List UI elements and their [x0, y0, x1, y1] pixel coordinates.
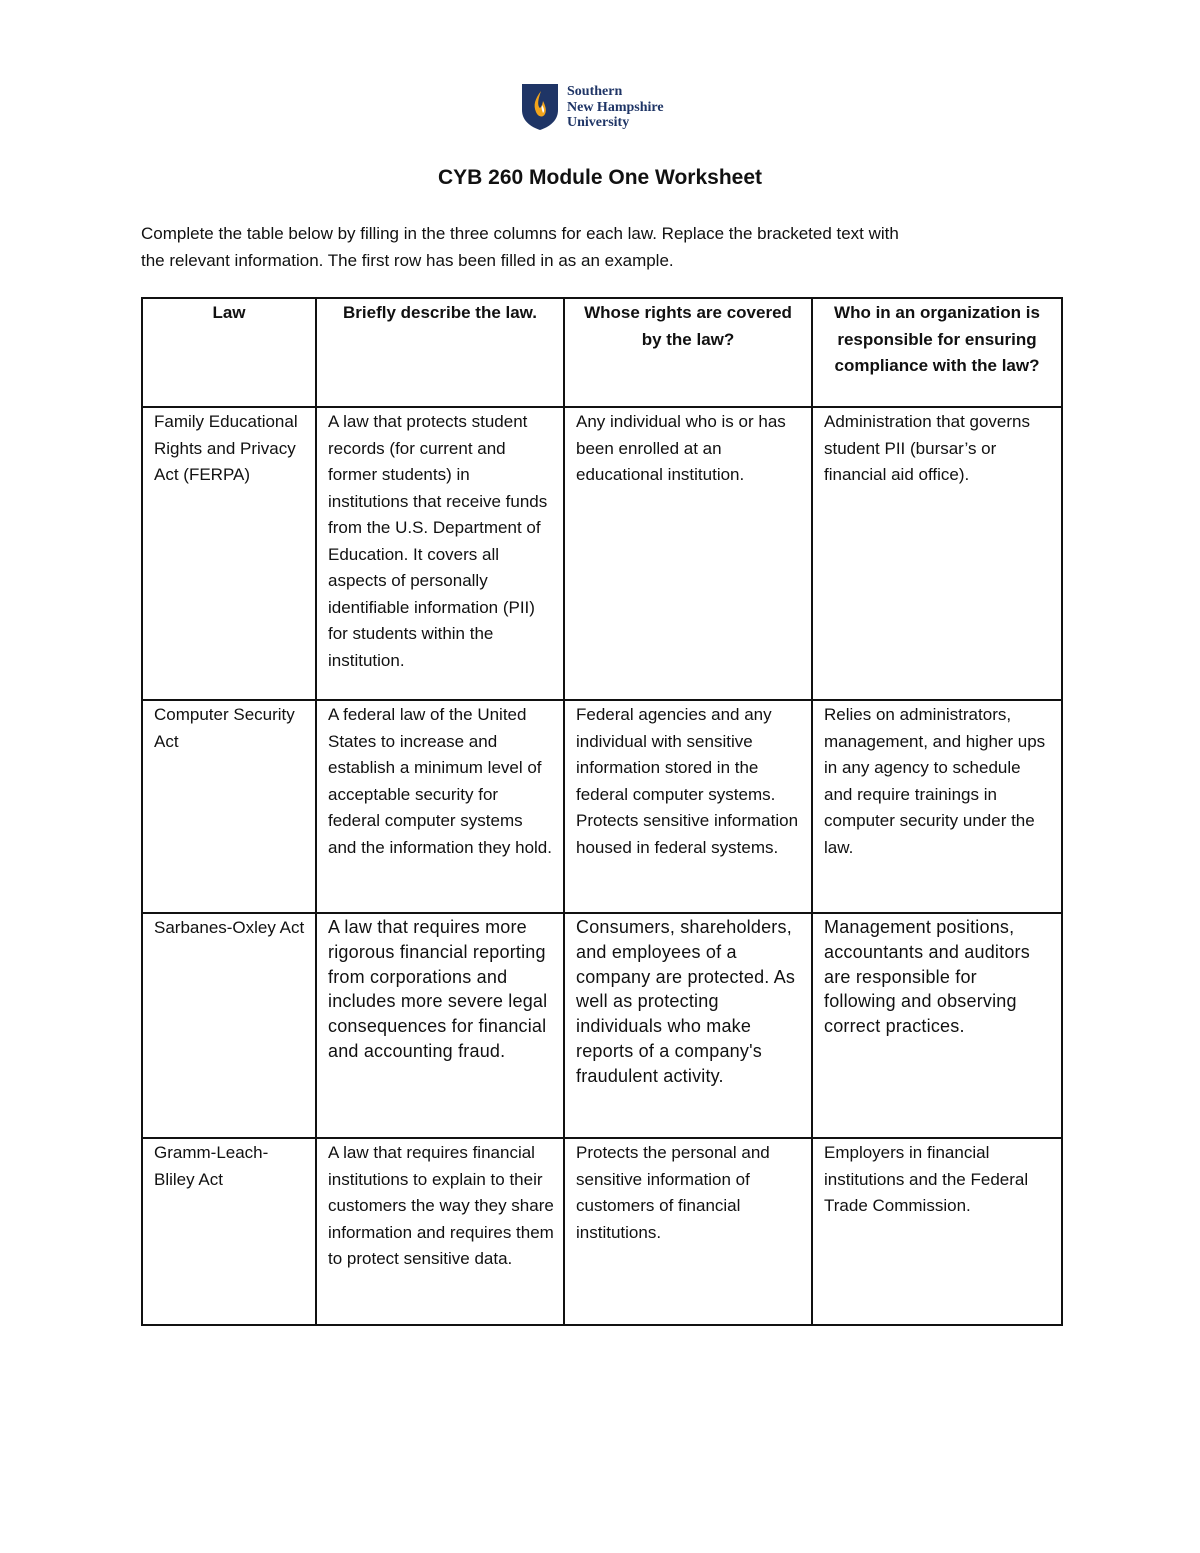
document-title: CYB 260 Module One Worksheet [437, 166, 763, 189]
column-header-responsible: Who in an organization is responsible for ensuring compliance with the law? [812, 298, 1062, 407]
flame-shield-icon [521, 83, 559, 131]
instructions [141, 220, 1071, 274]
logo-line: University [567, 115, 630, 130]
table-header-row [142, 298, 1062, 407]
rights-cell: Consumers, shareholders, and employees of a company are protected. As well as protecting individuals who make reports of a company's fraudulent activity. [564, 913, 812, 1138]
law-name-cell: Sarbanes-Oxley Act [142, 913, 316, 1138]
column-header-rights: Whose rights are covered by the law? [564, 298, 812, 407]
responsible-cell: Employers in financial institutions and the Federal Trade Commission. [812, 1138, 1062, 1325]
instructions-line: the relevant information. The first row has been filled in as an example. [141, 251, 674, 270]
description-cell: A law that protects student records (for current and former students) in institutions that receive funds from the U.S. Department of Education. It covers all aspects of personally identifiable information (PII) for students within the institution. [316, 407, 564, 700]
column-header-description: Briefly describe the law. [316, 298, 564, 407]
responsible-cell: Management positions, accountants and auditors are responsible for following and observing correct practices. [812, 913, 1062, 1138]
logo-line: Southern [567, 84, 623, 99]
rights-cell: Federal agencies and any individual with sensitive information stored in the federal computer systems. Protects sensitive information housed in federal systems. [564, 700, 812, 913]
table-row [142, 913, 1062, 1138]
logo-line: New Hampshire [567, 99, 664, 115]
laws-table [141, 297, 1063, 1326]
rights-cell: Protects the personal and sensitive information of customers of financial institutions. [564, 1138, 812, 1325]
description-cell: A law that requires more rigorous financial reporting from corporations and includes more severe legal consequences for financial and accounting fraud. [316, 913, 564, 1138]
description-cell: A federal law of the United States to increase and establish a minimum level of acceptable security for federal computer systems and the information they hold. [316, 700, 564, 913]
law-name-cell: Gramm-Leach-Bliley Act [142, 1138, 316, 1325]
table-row [142, 407, 1062, 700]
table-row [142, 700, 1062, 913]
logo-wordmark [567, 84, 664, 131]
instructions-line: Complete the table below by filling in the three columns for each law. Replace the bracketed text with [141, 224, 899, 243]
responsible-cell: Relies on administrators, management, and higher ups in any agency to schedule and require trainings in computer security under the law. [812, 700, 1062, 913]
university-logo [521, 83, 664, 133]
table-row [142, 1138, 1062, 1325]
description-cell: A law that requires financial institutions to explain to their customers the way they share information and requires them to protect sensitive data. [316, 1138, 564, 1325]
law-name-cell: Computer Security Act [142, 700, 316, 913]
responsible-cell: Administration that governs student PII (bursar’s or financial aid office). [812, 407, 1062, 700]
column-header-law: Law [142, 298, 316, 407]
rights-cell: Any individual who is or has been enrolled at an educational institution. [564, 407, 812, 700]
law-name-cell: Family Educational Rights and Privacy Act (FERPA) [142, 407, 316, 700]
